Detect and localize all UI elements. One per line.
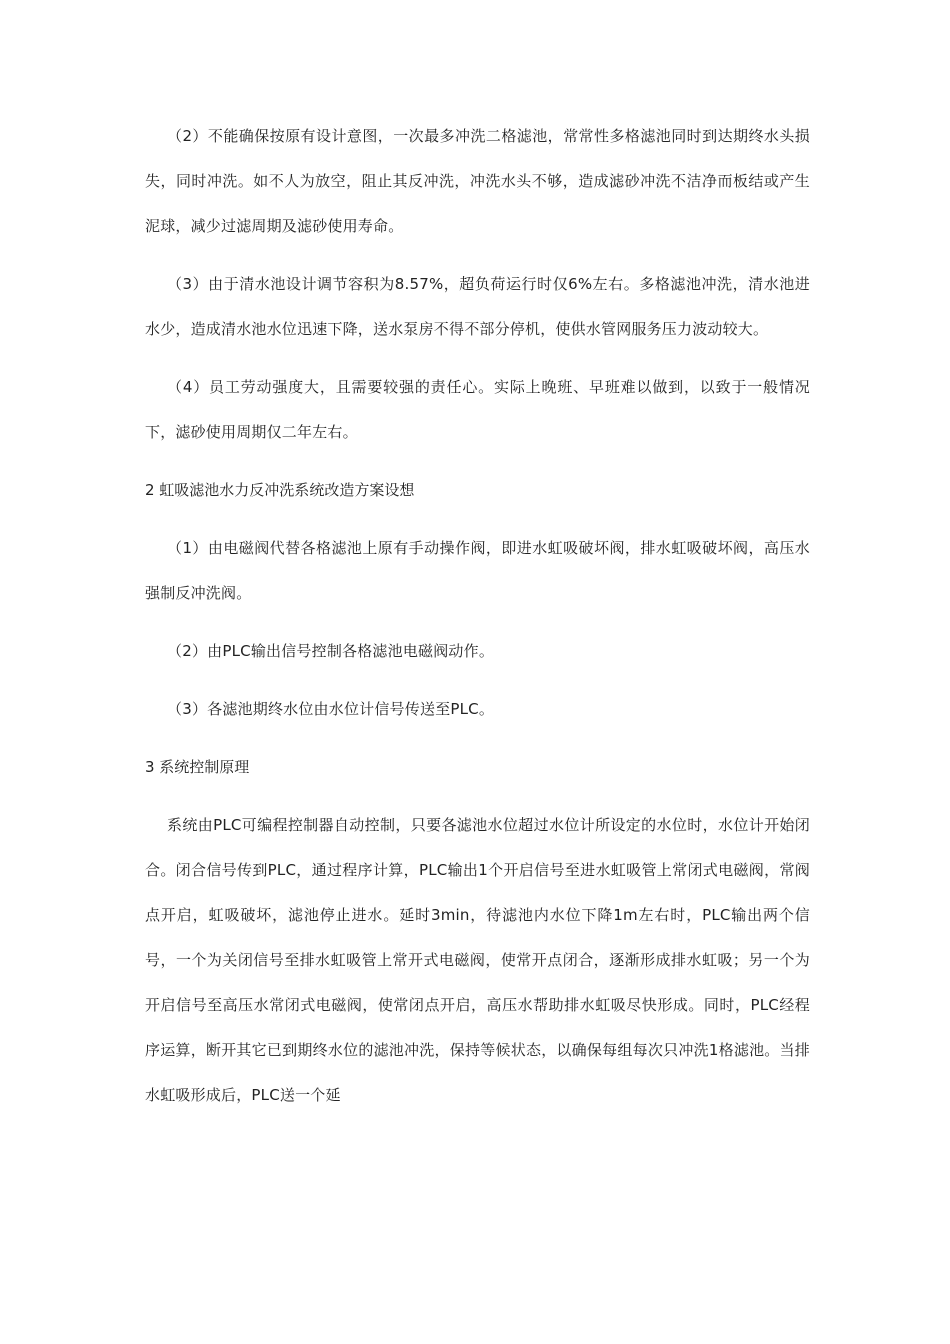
section-heading-2: 2 虹吸滤池水力反冲洗系统改造方案设想 <box>145 481 415 499</box>
section-heading-3: 3 系统控制原理 <box>145 758 250 776</box>
paragraph-control-principle: 系统由PLC可编程控制器自动控制，只要各滤池水位超过水位计所设定的水位时，水位计开始闭合。闭合信号传到PLC，通过程序计算，PLC输出1个开启信号至进水虹吸管上常闭式电磁阀，常阀点开启，虹吸破坏，滤池停止进水。延时3min，待滤池内水位下降1m左右时，PLC输出两个信号，一个为关闭信号至排水虹吸管上常开式电磁阀，使常开点闭合，逐渐形成排水虹吸；另一个为开启信号至高压水常闭式电磁阀，使常闭点开启，高压水帮助排水虹吸尽快形成。同时，PLC经程序运算，断开其它已到期终水位的滤池冲洗，保持等候状态，以确保每组每次只冲洗1格滤池。当排水虹吸形成后，PLC送一个延 <box>145 816 810 1104</box>
document-page <box>145 114 810 1118</box>
paragraph-2-issue-3: （3）由于清水池设计调节容积为8.57%，超负荷运行时仅6%左右。多格滤池冲洗，清水池进水少，造成清水池水位迅速下降，送水泵房不得不部分停机，使供水管网服务压力波动较大。 <box>145 275 810 338</box>
paragraph-3-item-2: （2）由PLC输出信号控制各格滤池电磁阀动作。 <box>167 642 495 660</box>
paragraph-3-item-1: （1）由电磁阀代替各格滤池上原有手动操作阀，即进水虹吸破坏阀，排水虹吸破坏阀，高压水强制反冲洗阀。 <box>145 539 810 602</box>
paragraph-2-issue-2: （2）不能确保按原有设计意图，一次最多冲洗二格滤池，常常性多格滤池同时到达期终水头损失，同时冲洗。如不人为放空，阻止其反冲洗，冲洗水头不够，造成滤砂冲洗不洁净而板结或产生泥球，减少过滤周期及滤砂使用寿命。 <box>145 127 810 235</box>
paragraph-3-item-3: （3）各滤池期终水位由水位计信号传送至PLC。 <box>167 700 495 718</box>
paragraph-2-issue-4: （4）员工劳动强度大，且需要较强的责任心。实际上晚班、早班难以做到，以致于一般情况下，滤砂使用周期仅二年左右。 <box>145 378 810 441</box>
